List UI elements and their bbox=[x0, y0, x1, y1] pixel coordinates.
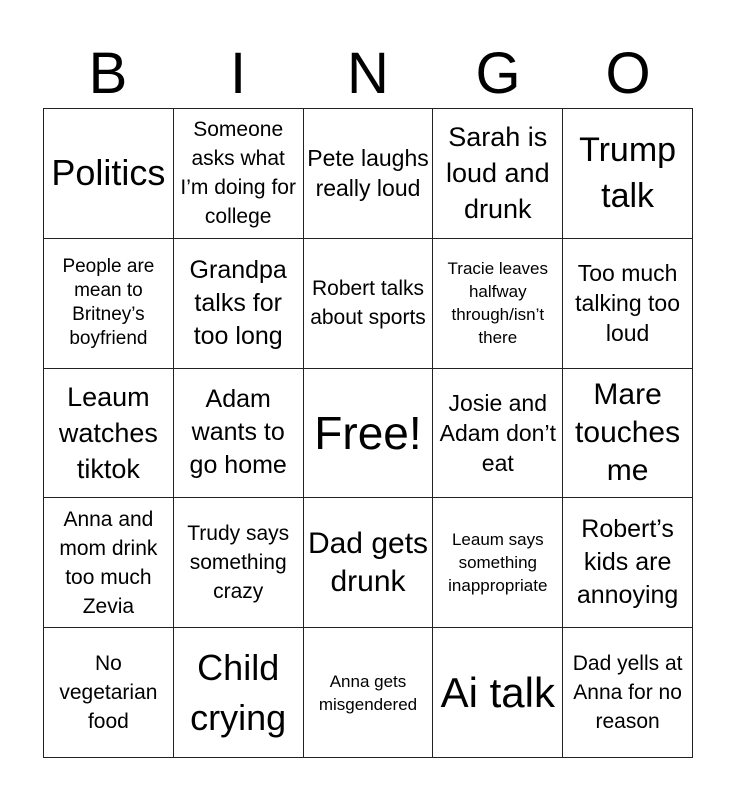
bingo-cell[interactable] bbox=[433, 239, 563, 369]
bingo-cell[interactable] bbox=[563, 369, 693, 499]
bingo-cell[interactable] bbox=[563, 239, 693, 369]
cell-text: Sarah is loud and drunk bbox=[445, 122, 550, 225]
bingo-cell[interactable] bbox=[304, 239, 434, 369]
bingo-cell[interactable] bbox=[563, 628, 693, 758]
cell-text: Grandpa talks for too long bbox=[189, 255, 287, 350]
bingo-cell[interactable] bbox=[44, 498, 174, 628]
bingo-cell[interactable] bbox=[44, 369, 174, 499]
cell-text: Josie and Adam don’t eat bbox=[439, 389, 556, 476]
cell-text: Robert talks about sports bbox=[310, 277, 426, 330]
cell-text: Anna and mom drink too much Zevia bbox=[59, 507, 158, 618]
bingo-cell[interactable] bbox=[44, 628, 174, 758]
cell-text: Dad yells at Anna for no reason bbox=[572, 652, 683, 734]
cell-text: Pete laughs really loud bbox=[307, 145, 429, 202]
cell-text: Politics bbox=[51, 152, 166, 194]
header-letter-o: O bbox=[605, 41, 651, 106]
bingo-cell[interactable] bbox=[304, 109, 434, 239]
cell-text: Too much talking too loud bbox=[575, 260, 681, 347]
header-letter-g: G bbox=[475, 41, 521, 106]
bingo-cell[interactable] bbox=[174, 369, 304, 499]
bingo-cell[interactable] bbox=[44, 109, 174, 239]
cell-text: Child crying bbox=[190, 646, 287, 738]
header-letter-n: N bbox=[347, 41, 389, 106]
cell-text: Free! bbox=[314, 406, 422, 459]
cell-text: Anna gets misgendered bbox=[318, 671, 418, 714]
cell-text: Someone asks what I’m doing for college bbox=[180, 118, 296, 229]
cell-text: Dad gets drunk bbox=[307, 526, 429, 598]
cell-text: Robert’s kids are annoying bbox=[576, 515, 679, 610]
bingo-grid bbox=[43, 108, 693, 758]
cell-text: Leaum watches tiktok bbox=[58, 381, 158, 484]
bingo-cell[interactable] bbox=[433, 498, 563, 628]
bingo-cell[interactable] bbox=[174, 239, 304, 369]
bingo-cell[interactable] bbox=[304, 498, 434, 628]
bingo-cell[interactable] bbox=[304, 369, 434, 499]
bingo-cell[interactable] bbox=[563, 109, 693, 239]
cell-text: People are mean to Britney’s boyfriend bbox=[62, 256, 155, 350]
header-letter-i: I bbox=[229, 41, 247, 106]
bingo-cell[interactable] bbox=[44, 239, 174, 369]
cell-text: Leaum says something inappropriate bbox=[448, 530, 548, 596]
cell-text: Tracie leaves halfway through/isn’t there bbox=[447, 259, 549, 348]
bingo-cell[interactable] bbox=[433, 369, 563, 499]
bingo-cell[interactable] bbox=[304, 628, 434, 758]
cell-text: Adam wants to go home bbox=[189, 385, 287, 480]
bingo-cell[interactable] bbox=[433, 109, 563, 239]
cell-text: Mare touches me bbox=[575, 377, 681, 487]
header-letter-b: B bbox=[88, 41, 128, 106]
bingo-cell[interactable] bbox=[563, 498, 693, 628]
cell-text: Trump talk bbox=[579, 131, 677, 216]
cell-text: No vegetarian food bbox=[59, 652, 158, 734]
bingo-header bbox=[43, 40, 693, 108]
cell-text: Trudy says something crazy bbox=[187, 522, 290, 604]
cell-text: Ai talk bbox=[440, 668, 555, 716]
bingo-cell[interactable] bbox=[174, 628, 304, 758]
bingo-cell[interactable] bbox=[433, 628, 563, 758]
bingo-cell[interactable] bbox=[174, 109, 304, 239]
bingo-cell[interactable] bbox=[174, 498, 304, 628]
